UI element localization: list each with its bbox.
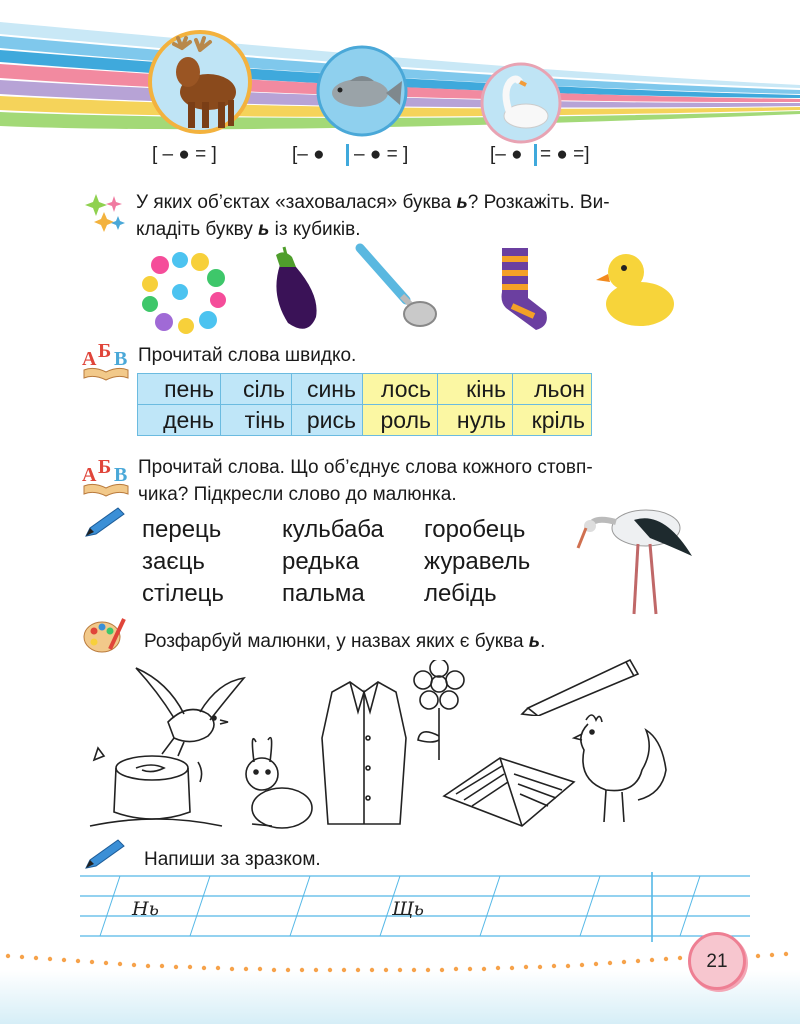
word-column-3 [424,514,530,610]
word-item: редька [282,548,360,575]
scheme-moose: [ – ● = ] [152,144,217,165]
crane-picture [574,486,704,618]
table-cell: кінь [438,374,513,405]
scheme-fish-part2: – ● = ] [354,144,409,165]
word-column-2 [282,514,384,610]
bead-bracelet-picture [140,250,230,335]
word-item: лебідь [424,580,497,607]
table-cell: лось [363,374,438,405]
scheme-swan-part1: [– ● [490,144,523,165]
table-row [138,405,592,436]
swan-picture [480,62,562,144]
words-table [137,373,592,436]
task4-text: Розфарбуй малюнки, у назвах яких є буква ь. [144,631,546,652]
task3-text: Прочитай слова. Що об’єднує слова кожного стовп- чика? Підкресли слово до малюнка. [138,457,593,505]
sparkle-icon [84,192,126,234]
letter-soft-sign: ь [258,219,270,240]
abv-letter-b: Б [98,340,112,362]
word-item: горобець [424,516,526,543]
word-item: перець [142,516,222,543]
stump-outline-picture [86,742,226,832]
pen-icon [82,506,126,540]
abv-letter-a: А [82,464,97,486]
eggplant-picture [258,245,328,335]
table-cell: сіль [221,374,292,405]
duck-picture [596,244,676,330]
table-cell: тінь [221,405,292,436]
scheme-divider [346,144,349,166]
word-column-1 [142,514,224,610]
abv-book-icon [80,456,132,498]
table-cell: нуль [438,405,513,436]
word-item: заєць [142,548,205,575]
word-item: кульбаба [282,516,384,543]
scheme-divider [534,144,537,166]
table-row [138,374,592,405]
table-cell: синь [292,374,363,405]
table-cell: роль [363,405,438,436]
task2-instruction: Прочитай слова швидко. [138,345,357,366]
task1-text: У яких об’єктах «заховалася» буква ь? Розкажіть. Ви- кладіть букву ь із кубиків. [136,192,610,240]
coat-outline-picture [320,678,408,828]
pencil-outline-picture [520,656,646,716]
word-item: пальма [282,580,365,607]
table-cell: день [138,405,221,436]
word-item: журавель [424,548,531,575]
abv-letter-b: Б [98,456,112,478]
word-item: стілець [142,580,224,607]
scheme-swan-part2: = ● =] [540,144,590,165]
task5-instruction: Напиши за зразком. [144,849,321,870]
abv-letter-v: В [114,464,128,486]
handwriting-sample-2: Щь [392,898,425,920]
abv-book-icon [80,340,132,382]
table-cell: пень [138,374,221,405]
hare-outline-picture [232,732,324,832]
letter-soft-sign: ь [456,192,468,213]
rooster-outline-picture [566,710,670,828]
book-outline-picture [438,722,578,830]
table-cell: рись [292,405,363,436]
page-number-badge [688,932,746,990]
handwriting-sample-1: Нь [132,898,159,920]
scheme-fish-part1: [– ● [292,144,330,165]
palette-icon [82,615,126,655]
abv-letter-v: В [114,348,128,370]
table-cell: льон [513,374,592,405]
abv-letter-a: А [82,348,97,370]
sock-picture [492,246,552,334]
table-cell: кріль [513,405,592,436]
page-number: 21 [706,951,728,972]
fish-picture [316,45,408,137]
ladle-picture [352,242,442,334]
letter-soft-sign: ь [528,631,541,652]
pen-icon [82,838,126,872]
dotted-divider [0,940,800,980]
moose-picture [148,30,252,134]
